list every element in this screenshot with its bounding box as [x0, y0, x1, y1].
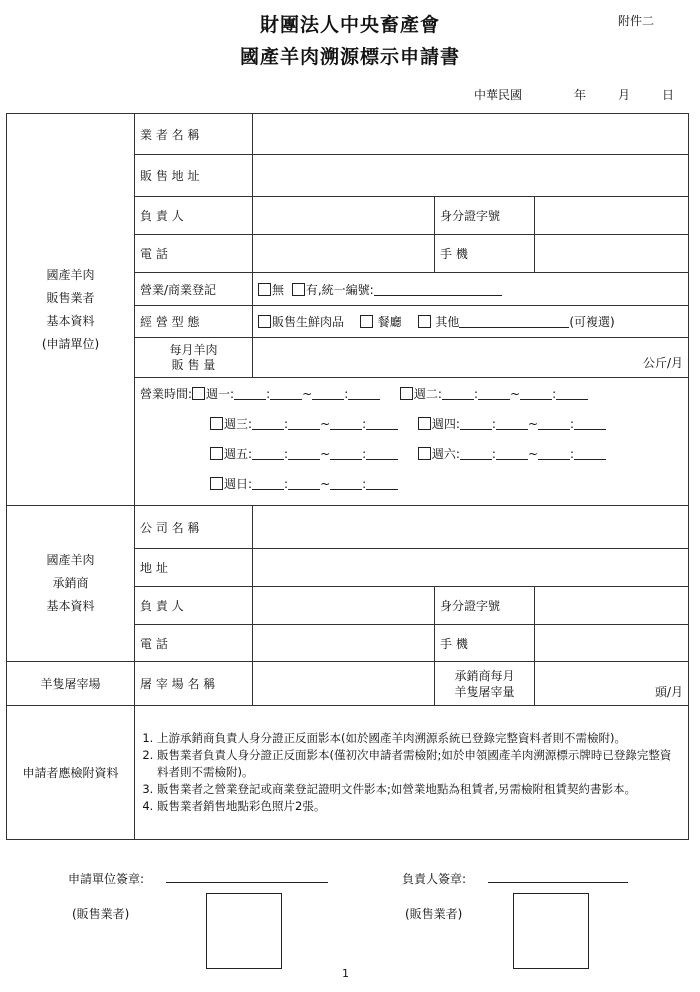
distributor-person-field[interactable]: [253, 587, 435, 625]
colon: :: [362, 417, 367, 431]
colon: :: [362, 447, 367, 461]
saturday-checkbox[interactable]: [418, 447, 431, 460]
seller-phone-label: 電 話: [135, 235, 253, 273]
friday-start-minute[interactable]: [288, 447, 320, 460]
unit-seal-box[interactable]: [206, 893, 282, 969]
distributor-address-label: 地 址: [135, 549, 253, 587]
saturday-start-minute[interactable]: [496, 447, 528, 460]
application-form-table: [6, 113, 689, 840]
monday-end-hour[interactable]: [312, 387, 344, 400]
restaurant-checkbox[interactable]: [360, 315, 373, 328]
wednesday-start-hour[interactable]: [252, 417, 284, 430]
distributor-id-label: 身分證字號: [435, 587, 535, 625]
seller-phone-field[interactable]: [253, 235, 435, 273]
person-seal-note: (販售業者): [405, 907, 463, 921]
business-type-options: [253, 306, 689, 338]
colon: :: [491, 447, 496, 461]
monday-start-minute[interactable]: [270, 387, 302, 400]
company-name-field[interactable]: [253, 506, 689, 549]
monthly-volume-unit: 公斤/月: [642, 356, 684, 370]
sunday-checkbox[interactable]: [210, 477, 223, 490]
unit-seal-note: (販售業者): [72, 907, 130, 921]
friday-start-hour[interactable]: [252, 447, 284, 460]
hours-row-4: [140, 469, 683, 499]
hours-row-1: [140, 379, 683, 409]
date-prefix: 中華民國: [474, 88, 523, 102]
colon: :: [284, 477, 289, 491]
colon: :: [570, 447, 575, 461]
business-name-field[interactable]: [253, 114, 689, 155]
sunday-end-hour[interactable]: [330, 477, 362, 490]
colon: :: [552, 387, 557, 401]
slaughterhouse-name-field[interactable]: [253, 662, 435, 706]
annex-label: 附件二: [618, 14, 655, 28]
seller-mobile-label: 手 機: [435, 235, 535, 273]
slaughterhouse-section-label: 羊隻屠宰場: [7, 662, 135, 706]
tilde: ~: [320, 417, 331, 431]
distributor-person-label: 負 責 人: [135, 587, 253, 625]
business-hours-block: [135, 378, 689, 506]
person-seal-box[interactable]: [513, 893, 589, 969]
friday-end-minute[interactable]: [366, 447, 398, 460]
registration-no-checkbox[interactable]: [258, 283, 271, 296]
saturday-start-hour[interactable]: [460, 447, 492, 460]
attachments-list-cell: [135, 706, 689, 840]
monthly-slaughter-field[interactable]: [535, 662, 689, 706]
tilde: ~: [527, 447, 539, 461]
seller-id-field[interactable]: [535, 197, 689, 235]
fresh-meat-checkbox[interactable]: [258, 315, 271, 328]
friday-end-hour[interactable]: [330, 447, 362, 460]
thursday-label: 週四:: [431, 417, 460, 431]
uniform-number-field[interactable]: [374, 283, 502, 296]
saturday-end-hour[interactable]: [538, 447, 570, 460]
date-day: 日: [662, 88, 675, 102]
seller-person-field[interactable]: [253, 197, 435, 235]
thursday-start-minute[interactable]: [496, 417, 528, 430]
colon: :: [284, 417, 289, 431]
distributor-mobile-label: 手 機: [435, 625, 535, 662]
seller-section-label: 國產羊肉 販售業者 基本資料 (申請單位): [7, 114, 135, 506]
org-title: 財團法人中央畜產會: [259, 14, 440, 36]
attachment-item: 4. 販售業者銷售地點彩色照片2張。: [157, 798, 682, 815]
thursday-end-minute[interactable]: [574, 417, 606, 430]
business-hours-label: 營業時間:: [140, 387, 193, 401]
monday-start-hour[interactable]: [234, 387, 266, 400]
distributor-section-label: 國產羊肉 承銷商 基本資料: [7, 506, 135, 662]
colon: :: [473, 387, 478, 401]
sunday-end-minute[interactable]: [366, 477, 398, 490]
seller-id-label: 身分證字號: [435, 197, 535, 235]
slaughterhouse-name-label: 屠 宰 場 名 稱: [135, 662, 253, 706]
thursday-checkbox[interactable]: [418, 417, 431, 430]
colon: :: [362, 477, 367, 491]
monday-checkbox[interactable]: [192, 387, 205, 400]
tilde: ~: [320, 447, 331, 461]
tuesday-checkbox[interactable]: [400, 387, 413, 400]
fresh-meat-label: 販售生鮮肉品: [272, 315, 345, 329]
tuesday-label: 週二:: [413, 387, 442, 401]
distributor-id-field[interactable]: [535, 587, 689, 625]
tilde: ~: [302, 387, 313, 401]
monthly-volume-label: 每月羊肉 販 售 量: [135, 338, 253, 378]
company-name-label: 公 司 名 稱: [135, 506, 253, 549]
friday-checkbox[interactable]: [210, 447, 223, 460]
thursday-end-hour[interactable]: [538, 417, 570, 430]
monday-label: 週一:: [206, 387, 235, 401]
tilde: ~: [510, 387, 521, 401]
wednesday-start-minute[interactable]: [288, 417, 320, 430]
seller-mobile-field[interactable]: [535, 235, 689, 273]
saturday-end-minute[interactable]: [574, 447, 606, 460]
tuesday-start-minute[interactable]: [478, 387, 510, 400]
thursday-start-hour[interactable]: [460, 417, 492, 430]
colon: :: [491, 417, 496, 431]
tilde: ~: [527, 417, 539, 431]
other-label: 其他: [435, 315, 460, 329]
wednesday-checkbox[interactable]: [210, 417, 223, 430]
attachments-list: [141, 730, 682, 815]
uniform-number-label: ,統一編號:: [317, 282, 374, 297]
monday-end-minute[interactable]: [348, 387, 380, 400]
attachment-item: 2. 販售業者負責人身分證正反面影本(僅初次申請者需檢附;如於申領國產羊肉溯源標示牌時已登錄完整資料者則不需檢附)。: [157, 747, 682, 781]
page-number: 1: [342, 967, 349, 980]
sales-address-field[interactable]: [253, 155, 689, 197]
distributor-mobile-field[interactable]: [535, 625, 689, 662]
registration-yes-checkbox[interactable]: [292, 283, 305, 296]
registration-options: [253, 273, 689, 306]
tuesday-end-hour[interactable]: [520, 387, 552, 400]
sunday-start-minute[interactable]: [288, 477, 320, 490]
distributor-phone-field[interactable]: [253, 625, 435, 662]
registration-yes-label: 有: [305, 282, 318, 297]
attachments-section-label: 申請者應檢附資料: [7, 706, 135, 840]
business-name-label: 業 者 名 稱: [135, 114, 253, 155]
colon: :: [266, 387, 271, 401]
wednesday-end-minute[interactable]: [366, 417, 398, 430]
sunday-label: 週日:: [224, 477, 253, 491]
registration-no-label: 無: [272, 282, 285, 297]
seller-person-label: 負 責 人: [135, 197, 253, 235]
distributor-phone-label: 電 話: [135, 625, 253, 662]
person-seal-label: 負責人簽章:: [402, 872, 467, 886]
colon: :: [284, 447, 289, 461]
hours-row-2: [140, 409, 683, 439]
date-month: 月: [618, 88, 631, 102]
tuesday-start-hour[interactable]: [442, 387, 474, 400]
date-year: 年: [574, 88, 587, 102]
business-type-label: 經 營 型 態: [135, 306, 253, 338]
monthly-volume-field[interactable]: [253, 338, 689, 378]
distributor-address-field[interactable]: [253, 549, 689, 587]
unit-seal-line[interactable]: [166, 870, 328, 883]
form-title: 國產羊肉溯源標示申請書: [239, 46, 460, 68]
attachment-item: 3. 販售業者之營業登記或商業登記證明文件影本;如營業地點為租賃者,另需檢附租賃契約書影本。: [157, 781, 682, 798]
hours-row-3: [140, 439, 683, 469]
colon: :: [570, 417, 575, 431]
tilde: ~: [320, 477, 331, 491]
multi-select-note: (可複選): [569, 315, 615, 329]
sunday-start-hour[interactable]: [252, 477, 284, 490]
wednesday-end-hour[interactable]: [330, 417, 362, 430]
wednesday-label: 週三:: [224, 417, 253, 431]
colon: :: [344, 387, 349, 401]
friday-label: 週五:: [224, 447, 253, 461]
tuesday-end-minute[interactable]: [556, 387, 588, 400]
sales-address-label: 販 售 地 址: [135, 155, 253, 197]
attachment-item: 1. 上游承銷商負責人身分證正反面影本(如於國產羊肉溯源系統已登錄完整資料者則不需檢附)。: [157, 730, 682, 747]
unit-seal-label: 申請單位簽章:: [68, 872, 145, 886]
other-checkbox[interactable]: [418, 315, 431, 328]
other-field[interactable]: [459, 315, 569, 328]
restaurant-label: 餐廳: [377, 315, 402, 329]
monthly-slaughter-unit: 頭/月: [654, 685, 684, 699]
monthly-slaughter-label: 承銷商每月 羊隻屠宰量: [435, 662, 535, 706]
saturday-label: 週六:: [431, 447, 460, 461]
person-seal-line[interactable]: [488, 870, 628, 883]
registration-label: 營業/商業登記: [135, 273, 253, 306]
